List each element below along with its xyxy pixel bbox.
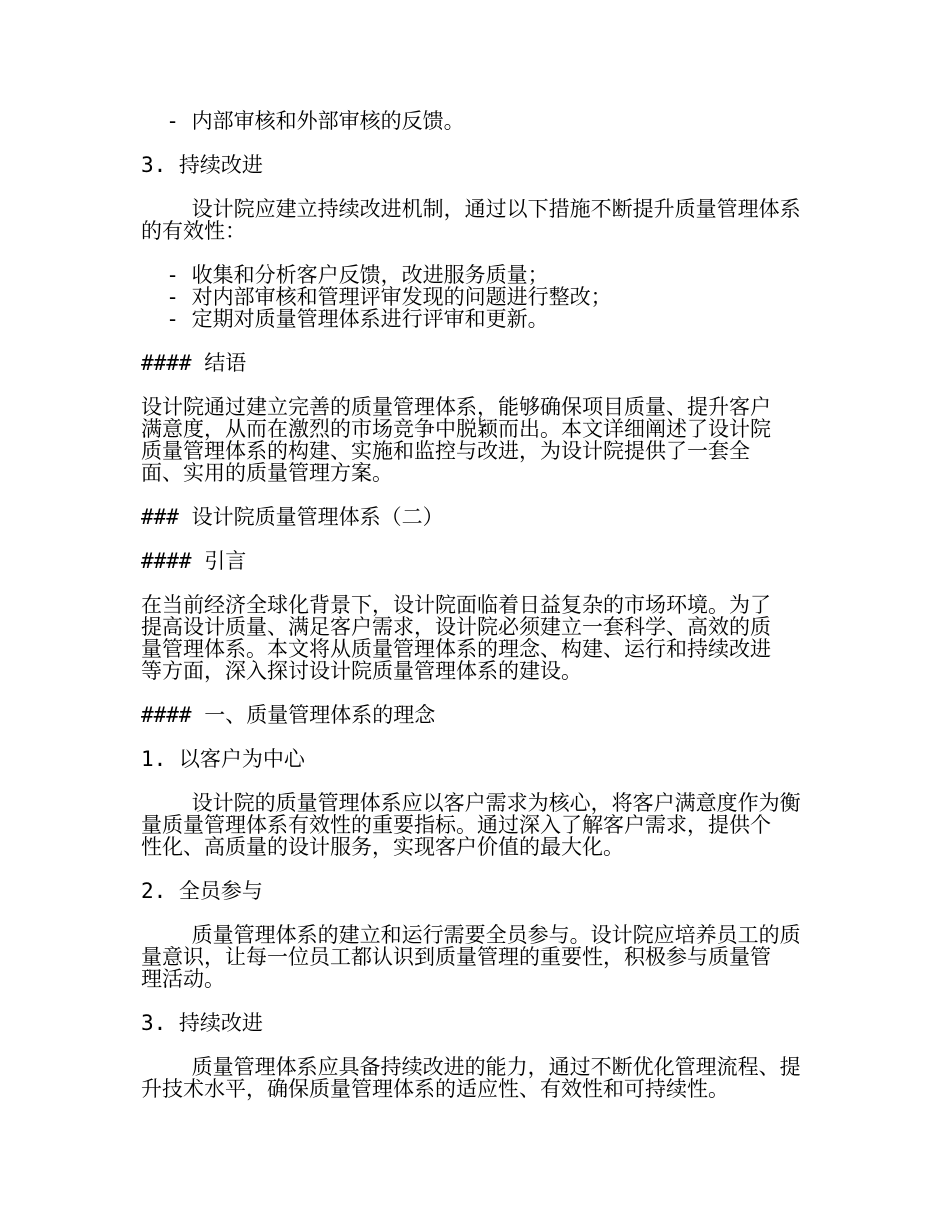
- paragraph-line: 性化、高质量的设计服务，实现客户价值的最大化。: [141, 835, 624, 859]
- spacer: [141, 572, 809, 594]
- numbered-heading: 1. 以客户为中心: [141, 747, 305, 771]
- spacer: [141, 770, 809, 792]
- bullet-item: - 内部审核和外部审核的反馈。: [141, 109, 465, 133]
- paragraph-line: 量意识，让每一位员工都认识到质量管理的重要性，积极参与质量管: [141, 945, 771, 969]
- paragraph-line: 设计院的质量管理体系应以客户需求为核心，将客户满意度作为衡: [141, 791, 801, 815]
- bullet-item: - 收集和分析客户反馈，改进服务质量；: [141, 263, 549, 287]
- paragraph-line: 在当前经济全球化背景下，设计院面临着日益复杂的市场环境。为了: [141, 593, 771, 617]
- numbered-heading: 3. 持续改进: [141, 153, 263, 177]
- paragraph-line: 设计院通过建立完善的质量管理体系，能够确保项目质量、提升客户: [141, 395, 771, 419]
- paragraph-line: 质量管理体系的建立和运行需要全员参与。设计院应培养员工的质: [141, 923, 801, 947]
- paragraph-line: 设计院应建立持续改进机制，通过以下措施不断提升质量管理体系: [141, 197, 801, 221]
- paragraph-line: 升技术水平，确保质量管理体系的适应性、有效性和可持续性。: [141, 1077, 729, 1101]
- numbered-heading: 2. 全员参与: [141, 879, 263, 903]
- paragraph-line: 面、实用的质量管理方案。: [141, 461, 393, 485]
- section-heading: #### 结语: [141, 351, 247, 375]
- spacer: [141, 1034, 809, 1056]
- paragraph-line: 量质量管理体系有效性的重要指标。通过深入了解客户需求，提供个: [141, 813, 771, 837]
- paragraph-line: 质量管理体系的构建、实施和监控与改进，为设计院提供了一套全: [141, 439, 750, 463]
- spacer: [141, 374, 809, 396]
- spacer: [141, 858, 809, 880]
- paragraph-line: 提高设计质量、满足客户需求，设计院必须建立一套科学、高效的质: [141, 615, 771, 639]
- spacer: [141, 484, 809, 506]
- spacer: [141, 726, 809, 748]
- spacer: [141, 528, 809, 550]
- document-title: ### 设计院质量管理体系（二）: [141, 505, 444, 529]
- spacer: [141, 132, 809, 154]
- spacer: [141, 242, 809, 264]
- document-page: [141, 110, 809, 1100]
- spacer: [141, 682, 809, 704]
- paragraph-line: 满意度，从而在激烈的市场竞争中脱颖而出。本文详细阐述了设计院: [141, 417, 771, 441]
- paragraph-line: 质量管理体系应具备持续改进的能力，通过不断优化管理流程、提: [141, 1055, 801, 1079]
- section-heading: #### 引言: [141, 549, 247, 573]
- spacer: [141, 990, 809, 1012]
- paragraph-line: 的有效性：: [141, 219, 246, 243]
- numbered-heading: 3. 持续改进: [141, 1011, 263, 1035]
- spacer: [141, 330, 809, 352]
- spacer: [141, 902, 809, 924]
- bullet-item: - 定期对质量管理体系进行评审和更新。: [141, 307, 549, 331]
- paragraph-line: 量管理体系。本文将从质量管理体系的理念、构建、运行和持续改进: [141, 637, 771, 661]
- paragraph-line: 理活动。: [141, 967, 225, 991]
- bullet-item: - 对内部审核和管理评审发现的问题进行整改；: [141, 285, 612, 309]
- paragraph-line: 等方面，深入探讨设计院质量管理体系的建设。: [141, 659, 582, 683]
- section-heading: #### 一、质量管理体系的理念: [141, 703, 436, 727]
- spacer: [141, 176, 809, 198]
